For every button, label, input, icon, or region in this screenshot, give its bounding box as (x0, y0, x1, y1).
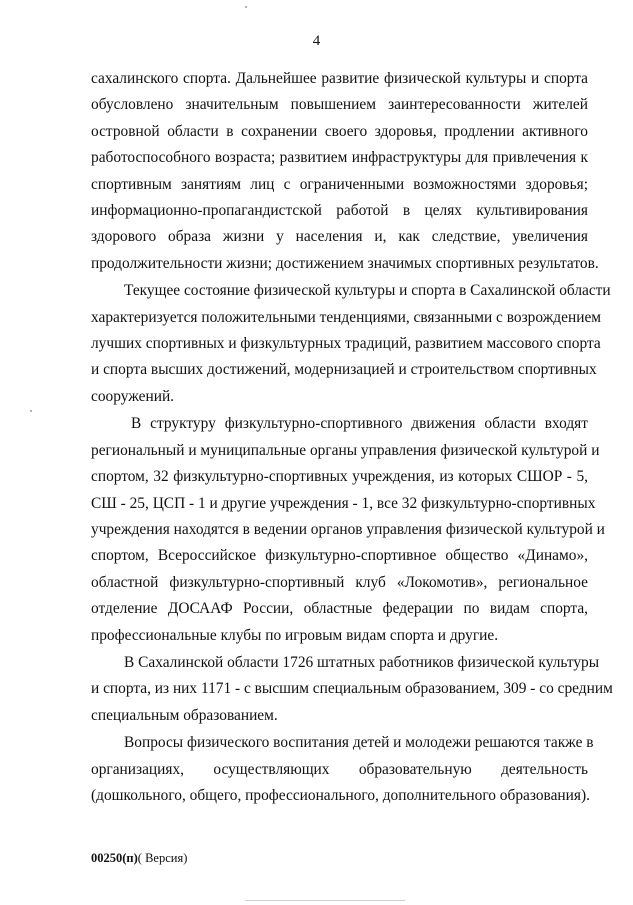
text-line: специальным образованием. (91, 706, 278, 724)
page-number: 4 (312, 33, 321, 49)
text-line: учреждения находятся в ведении органов управления физической культурой и (91, 520, 605, 538)
document-footer (91, 850, 187, 866)
text-line: организациях, осуществляющих образовательную деятельность (91, 760, 588, 778)
text-line: (дошкольного, общего, профессионального, дополнительного образования). (91, 786, 590, 804)
text-line: и спорта, из них 1171 - с высшим специальным образованием, 309 - со средним (91, 680, 613, 698)
text-line: работоспособного возраста; развитием инфраструктуры для привлечения к (91, 149, 588, 167)
text-line: продолжительности жизни; достижением значимых спортивных результатов. (91, 254, 599, 272)
text-line: обусловлено значительным повышением заинтересованности жителей (91, 96, 588, 114)
text-line: В структуру физкультурно-спортивного движения области входят (131, 415, 588, 433)
paragraph-3 (91, 411, 605, 649)
text-line: областной физкультурно-спортивный клуб «Локомотив», региональное (91, 573, 588, 591)
paragraph-1 (91, 66, 599, 277)
text-line: Вопросы физического воспитания детей и молодежи решаются также в (124, 734, 594, 752)
text-line: характеризуется положительными тенденциями, связанными с возрождением (91, 308, 602, 326)
text-line: региональный и муниципальные органы управления физической культурой и (91, 441, 600, 459)
text-line: лучших спортивных и физкультурных традиций, развитием массового спорта (91, 335, 601, 353)
text-line: здорового образа жизни у населения и, как следствие, увеличения (91, 228, 588, 246)
paragraph-5 (91, 730, 594, 809)
text-line: информационно-пропагандистской работой в целях культивирования (91, 202, 588, 220)
text-line: спортом, 32 физкультурно-спортивных учреждения, из которых СШОР - 5, (91, 468, 588, 486)
document-version: ( Версия) (137, 851, 188, 865)
paragraph-4 (91, 650, 613, 729)
text-line: и спорта высших достижений, модернизацией и строительством спортивных (91, 361, 597, 379)
scan-speck (245, 6, 247, 8)
text-line: В Сахалинской области 1726 штатных работников физической культуры (124, 653, 600, 671)
scan-speck (30, 410, 32, 412)
text-line: спортом, Всероссийское физкультурно-спортивное общество «Динамо», (91, 547, 588, 565)
text-line: СШ - 25, ЦСП - 1 и другие учреждения - 1, все 32 физкультурно-спортивных (91, 494, 596, 512)
document-body (91, 66, 613, 809)
text-line: Текущее состояние физической культуры и спорта в Сахалинской области (124, 282, 611, 300)
document-code: 00250(п) (91, 851, 138, 865)
text-line: отделение ДОСААФ России, областные федерации по видам спорта, (91, 600, 588, 618)
text-line: сахалинского спорта. Дальнейшее развитие физической культуры и спорта (91, 70, 588, 87)
text-line: сооружений. (91, 387, 175, 405)
text-line: спортивным занятиям лиц с ограниченными возможностями здоровья; (91, 175, 588, 193)
text-line: островной области в сохранении своего здоровья, продлении активного (91, 122, 588, 140)
text-line: профессиональные клубы по игровым видам спорта и другие. (91, 626, 499, 644)
paragraph-2 (91, 278, 611, 410)
scan-edge (245, 900, 405, 901)
